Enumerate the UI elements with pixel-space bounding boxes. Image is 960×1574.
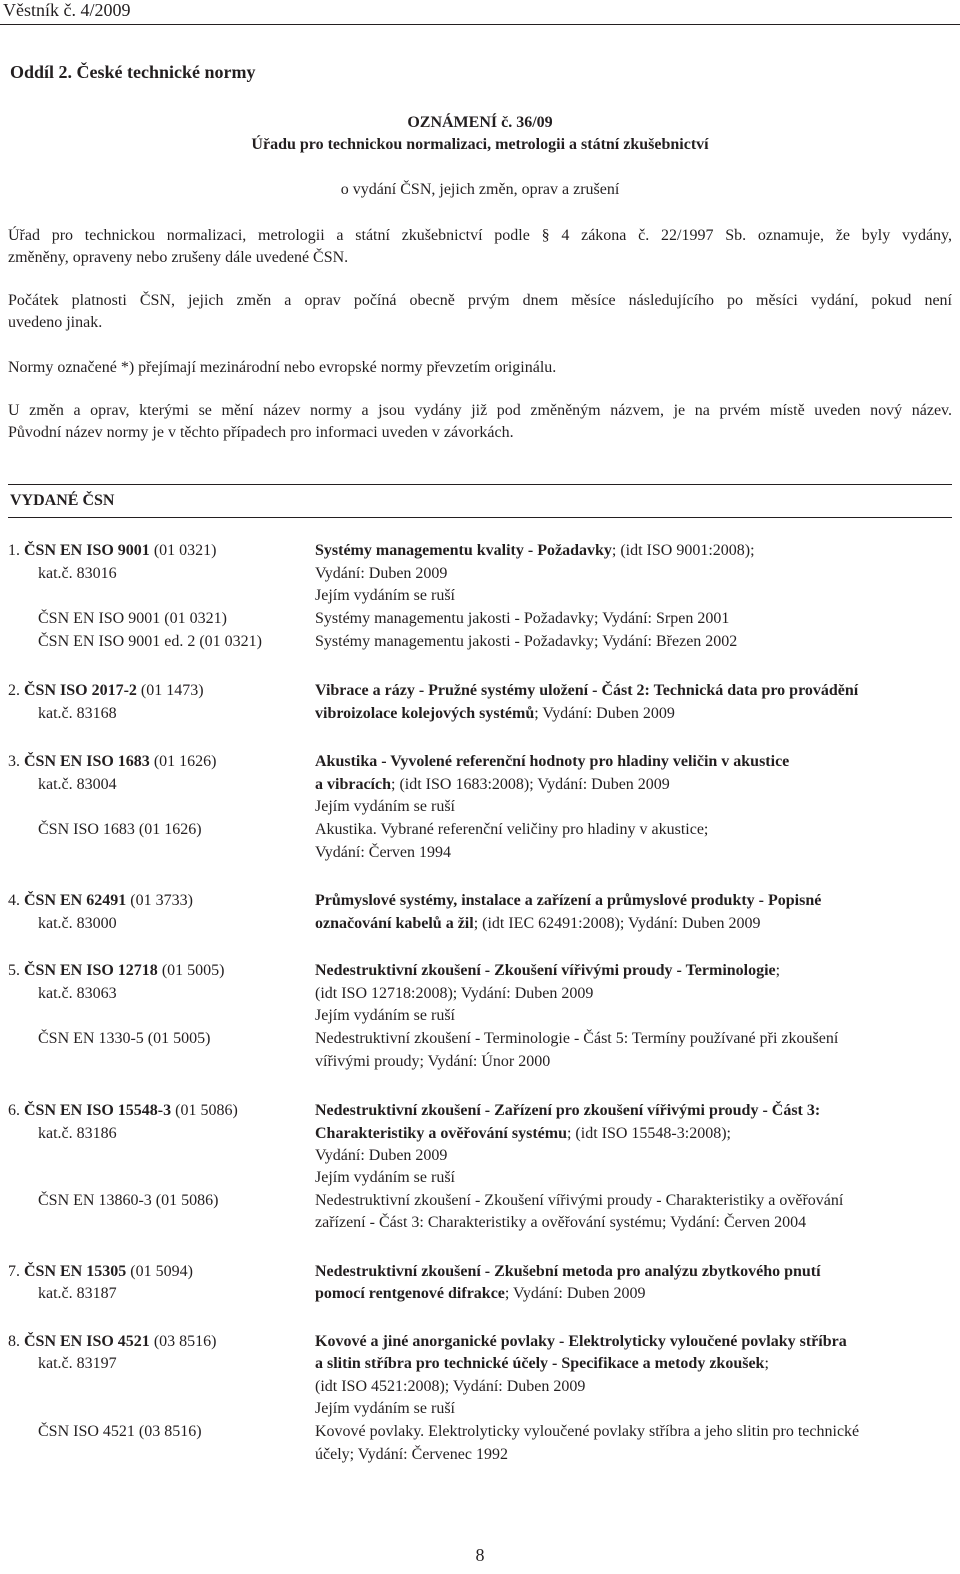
header-rule xyxy=(0,24,960,25)
standard-code xyxy=(8,680,308,702)
standard-code xyxy=(8,1261,308,1283)
standard-title xyxy=(315,1331,960,1353)
standard-code-segment: (01 5005) xyxy=(157,962,225,979)
standard-title-segment: (idt ISO 4521:2008); Vydání: Duben 2009 xyxy=(315,1378,586,1395)
intro-paragraph-line: U změn a oprav, kterými se mění název normy a jsou vydány již pod změněným názvem, je na prvém místě uveden nový název. xyxy=(8,402,952,419)
standard-title xyxy=(315,1123,960,1145)
standard-title-segment: Vydání: Duben 2009 xyxy=(315,1147,448,1164)
announcement-issuer: Úřadu pro technickou normalizaci, metrologii a státní zkušebnictví xyxy=(251,136,709,153)
standard-code-segment: kat.č. 83016 xyxy=(38,565,117,582)
standard-code-segment: (01 3733) xyxy=(126,892,193,909)
standard-title-segment: Jejím vydáním se ruší xyxy=(315,1400,455,1417)
standard-code-segment: ČSN EN 62491 xyxy=(24,892,127,909)
standard-title-segment: Nedestruktivní zkoušení - Zkoušení vířivými proudy - Charakteristiky a ověřování xyxy=(315,1192,844,1209)
standard-code xyxy=(38,1123,338,1145)
standard-code xyxy=(38,703,338,725)
standard-title xyxy=(315,960,960,982)
standard-title xyxy=(315,796,960,818)
standard-code xyxy=(8,960,308,982)
standard-code-segment: 2. xyxy=(8,682,24,699)
standard-title-segment: Akustika - Vyvolené referenční hodnoty pro hladiny veličin v akustice xyxy=(315,753,790,770)
standard-title-segment: ; (idt ISO 15548-3:2008); xyxy=(566,1125,731,1142)
announcement-subject: o vydání ČSN, jejich změn, oprav a zrušení xyxy=(340,181,620,198)
standard-title xyxy=(315,751,960,773)
standard-title-segment: ; (idt IEC 62491:2008); Vydání: Duben 2009 xyxy=(473,915,761,932)
standard-code-segment: kat.č. 83197 xyxy=(38,1355,117,1372)
standard-code-segment: 1. xyxy=(8,542,24,559)
standard-title-segment: ; Vydání: Duben 2009 xyxy=(504,1285,646,1302)
standard-code xyxy=(38,1283,338,1305)
announcement-title: OZNÁMENÍ č. 36/09 xyxy=(407,114,553,131)
standard-code xyxy=(38,631,338,653)
standard-code-segment: kat.č. 83000 xyxy=(38,915,117,932)
standard-title xyxy=(315,1145,960,1167)
standard-code-segment: ČSN ISO 4521 (03 8516) xyxy=(38,1423,202,1440)
standard-code xyxy=(38,774,338,796)
standard-code-segment: (01 1473) xyxy=(136,682,204,699)
standard-title-segment: ; (idt ISO 1683:2008); Vydání: Duben 2009 xyxy=(391,776,670,793)
page-number: 8 xyxy=(475,1545,485,1565)
standard-title-segment: Charakteristiky a ověřování systému xyxy=(315,1125,567,1142)
standard-title xyxy=(315,1212,960,1234)
standard-title-segment: Jejím vydáním se ruší xyxy=(315,798,455,815)
standard-title-segment: vířivými proudy; Vydání: Únor 2000 xyxy=(315,1053,551,1070)
standard-code xyxy=(38,608,338,630)
standard-code-segment: ČSN EN 15305 xyxy=(24,1263,127,1280)
standard-code-segment: ČSN EN ISO 1683 xyxy=(24,753,150,770)
standard-title-segment: ; Vydání: Duben 2009 xyxy=(534,705,675,722)
standard-title-segment: zařízení - Část 3: Charakteristiky a ověřování systému; Vydání: Červen 2004 xyxy=(315,1214,807,1231)
standard-title-segment: Systémy managementu jakosti - Požadavky; Vydání: Březen 2002 xyxy=(315,633,738,650)
standard-title-segment: (idt ISO 12718:2008); Vydání: Duben 2009 xyxy=(315,985,594,1002)
standard-title-segment: Jejím vydáním se ruší xyxy=(315,1169,455,1186)
standard-title-segment: Jejím vydáním se ruší xyxy=(315,1007,455,1024)
standard-code-segment: kat.č. 83186 xyxy=(38,1125,117,1142)
standard-code-segment: ČSN EN ISO 9001 ed. 2 (01 0321) xyxy=(38,633,262,650)
standard-title-segment: Systémy managementu kvality - Požadavky xyxy=(315,542,612,559)
standard-title-segment: Vydání: Červen 1994 xyxy=(315,844,451,861)
standard-code xyxy=(8,751,308,773)
standard-title xyxy=(315,983,960,1005)
standard-code-segment: ČSN EN 1330-5 (01 5005) xyxy=(38,1030,211,1047)
standard-title-segment: a vibracích xyxy=(315,776,391,793)
standard-code-segment: ČSN ISO 1683 (01 1626) xyxy=(38,821,202,838)
standard-title-segment: Systémy managementu jakosti - Požadavky; Vydání: Srpen 2001 xyxy=(315,610,730,627)
standard-code xyxy=(38,983,338,1005)
standard-code xyxy=(8,890,308,912)
standard-code-segment: ČSN EN ISO 15548-3 xyxy=(24,1102,172,1119)
standard-title-segment: Nedestruktivní zkoušení - Terminologie - Část 5: Termíny používané při zkoušení xyxy=(315,1030,839,1047)
standard-title-segment: Vydání: Duben 2009 xyxy=(315,565,448,582)
standard-code-segment: (01 5094) xyxy=(126,1263,193,1280)
journal-header: Věstník č. 4/2009 xyxy=(3,0,131,20)
standard-title xyxy=(315,1398,960,1420)
standard-code-segment: (01 0321) xyxy=(149,542,217,559)
standard-code-segment: 3. xyxy=(8,753,24,770)
standard-title xyxy=(315,913,960,935)
standard-code-segment: ČSN EN 13860-3 (01 5086) xyxy=(38,1192,219,1209)
standard-code-segment: 5. xyxy=(8,962,24,979)
standard-code-segment: ČSN EN ISO 12718 xyxy=(24,962,158,979)
standard-title xyxy=(315,1028,960,1050)
standard-code xyxy=(8,1100,308,1122)
standard-title xyxy=(315,819,960,841)
standard-title xyxy=(315,774,960,796)
standard-title-segment: Kovové povlaky. Elektrolyticky vyloučené povlaky stříbra a jeho slitin pro technické xyxy=(315,1423,860,1440)
standard-code-segment: 4. xyxy=(8,892,24,909)
standard-title xyxy=(315,631,960,653)
standard-code xyxy=(38,563,338,585)
issued-standards-heading: VYDANÉ ČSN xyxy=(10,492,115,509)
standard-title-segment: ; (idt ISO 9001:2008); xyxy=(611,542,755,559)
intro-paragraph-line: uvedeno jinak. xyxy=(8,314,103,331)
intro-paragraph-line: Úřad pro technickou normalizaci, metrologii a státní zkušebnictví podle § 4 zákona č. 22/1997 Sb. oznamuje, že byly vydány, xyxy=(8,227,952,244)
standard-code-segment: 6. xyxy=(8,1102,24,1119)
intro-paragraph-line: Původní název normy je v těchto případech pro informaci uveden v závorkách. xyxy=(8,424,514,441)
standard-title-segment: Vibrace a rázy - Pružné systémy uložení - Část 2: Technická data pro provádění xyxy=(315,682,859,699)
standard-code-segment: kat.č. 83004 xyxy=(38,776,117,793)
standard-title-segment: Akustika. Vybrané referenční veličiny pro hladiny v akustice; xyxy=(315,821,709,838)
standard-title xyxy=(315,1444,960,1466)
standard-code-segment: (03 8516) xyxy=(149,1333,217,1350)
standard-title xyxy=(315,1421,960,1443)
standard-code-segment: 8. xyxy=(8,1333,24,1350)
standard-title-segment: ; xyxy=(775,962,781,979)
standard-title xyxy=(315,608,960,630)
standard-code-segment: kat.č. 83187 xyxy=(38,1285,117,1302)
standard-title xyxy=(315,1100,960,1122)
standard-title-segment: vibroizolace kolejových systémů xyxy=(315,705,535,722)
standard-title-segment: Jejím vydáním se ruší xyxy=(315,587,455,604)
standard-code xyxy=(38,1421,338,1443)
standard-title-segment: Kovové a jiné anorganické povlaky - Elektrolyticky vyloučené povlaky stříbra xyxy=(315,1333,847,1350)
standard-code xyxy=(38,1028,338,1050)
intro-paragraph-line: Normy označené *) přejímají mezinárodní nebo evropské normy převzetím originálu. xyxy=(8,359,557,376)
standard-title-segment: pomocí rentgenové difrakce xyxy=(315,1285,505,1302)
standard-code-segment: kat.č. 83063 xyxy=(38,985,117,1002)
standard-code xyxy=(8,1331,308,1353)
standard-title xyxy=(315,540,960,562)
standard-code xyxy=(38,1190,338,1212)
standard-title xyxy=(315,1353,960,1375)
standard-code-segment: ČSN EN ISO 4521 xyxy=(24,1333,150,1350)
standard-code xyxy=(8,540,308,562)
standard-title xyxy=(315,1051,960,1073)
standard-title xyxy=(315,703,960,725)
standard-title-segment: účely; Vydání: Červenec 1992 xyxy=(315,1446,508,1463)
standard-code-segment: (01 5086) xyxy=(171,1102,238,1119)
standard-title-segment: Průmyslové systémy, instalace a zařízení a průmyslové produkty - Popisné xyxy=(315,892,822,909)
standard-code xyxy=(38,819,338,841)
standard-title xyxy=(315,1167,960,1189)
standard-title xyxy=(315,680,960,702)
standard-code-segment: 7. xyxy=(8,1263,24,1280)
standard-code-segment: ČSN EN ISO 9001 xyxy=(24,542,150,559)
standard-code xyxy=(38,913,338,935)
standard-title-segment: Nedestruktivní zkoušení - Zkoušení vířivými proudy - Terminologie xyxy=(315,962,776,979)
standard-title xyxy=(315,1005,960,1027)
standard-title xyxy=(315,890,960,912)
standard-title-segment: ; xyxy=(764,1355,769,1372)
standard-title xyxy=(315,842,960,864)
section-rule-top xyxy=(8,484,952,485)
standard-code xyxy=(38,1353,338,1375)
standard-title-segment: označování kabelů a žil xyxy=(315,915,474,932)
intro-paragraph-line: změněny, opraveny nebo zrušeny dále uvedené ČSN. xyxy=(8,249,349,266)
standard-title-segment: a slitin stříbra pro technické účely - Specifikace a metody zkoušek xyxy=(315,1355,765,1372)
section-title: Oddíl 2. České technické normy xyxy=(10,62,256,82)
standard-title-segment: Nedestruktivní zkoušení - Zkušební metoda pro analýzu zbytkového pnutí xyxy=(315,1263,821,1280)
standard-title xyxy=(315,563,960,585)
intro-paragraph-line: Počátek platnosti ČSN, jejich změn a oprav počíná obecně prvým dnem měsíce následujícího po měsíci vydání, pokud není xyxy=(8,292,952,309)
section-rule-bottom xyxy=(8,517,952,518)
standard-title xyxy=(315,1261,960,1283)
standard-title-segment: Nedestruktivní zkoušení - Zařízení pro zkoušení vířivými proudy - Část 3: xyxy=(315,1102,821,1119)
standard-title xyxy=(315,1283,960,1305)
standard-code-segment: (01 1626) xyxy=(149,753,217,770)
standard-title xyxy=(315,585,960,607)
standard-code-segment: ČSN EN ISO 9001 (01 0321) xyxy=(38,610,227,627)
standard-code-segment: kat.č. 83168 xyxy=(38,705,117,722)
standard-title xyxy=(315,1376,960,1398)
standard-code-segment: ČSN ISO 2017-2 xyxy=(24,682,137,699)
standard-title xyxy=(315,1190,960,1212)
